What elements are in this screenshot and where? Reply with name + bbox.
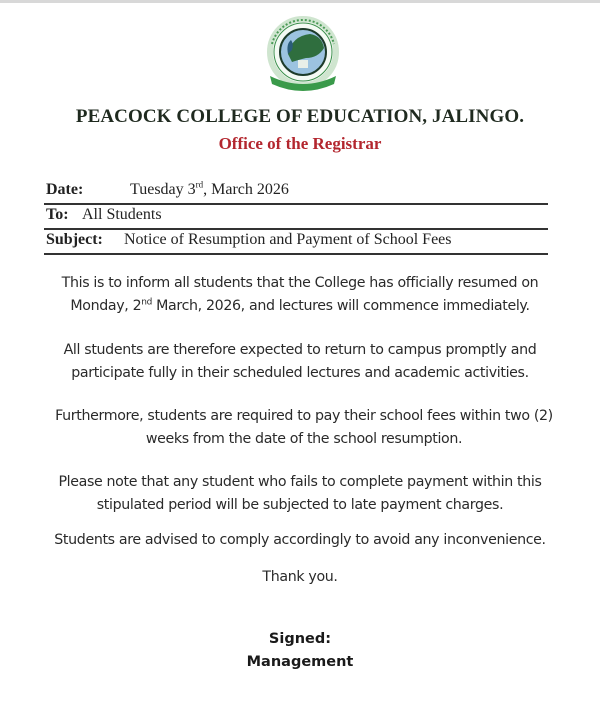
paragraph-advice: Students are advised to comply accordingly to avoid any inconvenience. [54, 532, 546, 548]
paragraph-late-charges: Please note that any student who fails to complete payment within this stipulated period will be subjected to late payment charges. [58, 474, 542, 513]
college-name-heading: PEACOCK COLLEGE OF EDUCATION, JALINGO. [75, 106, 525, 127]
to-value: All Students [82, 206, 162, 223]
subject-label: Subject: [46, 231, 103, 248]
signed-label: Signed: [268, 631, 332, 647]
paragraph-fee-payment: Furthermore, students are required to pay their school fees within two (2) weeks from the date of the school resumption. [55, 408, 553, 447]
college-crest-logo-icon [258, 14, 348, 94]
office-subheading: Office of the Registrar [218, 134, 382, 153]
closing-thanks: Thank you. [262, 569, 338, 585]
date-label: Date: [46, 181, 84, 198]
date-row [44, 181, 548, 205]
to-label: To: [46, 206, 69, 223]
recipient-row [44, 206, 548, 230]
subject-row [44, 231, 548, 255]
subject-value: Notice of Resumption and Payment of School Fees [124, 231, 452, 248]
top-border-strip [0, 0, 600, 3]
date-value: Tuesday 3rd, March 2026 [130, 179, 289, 198]
signatory-name: Management [246, 654, 354, 670]
paragraph-resumption: This is to inform all students that the College has officially resumed on Monday, 2nd March, 2026, and lectures will commence immediately. [61, 275, 539, 314]
paragraph-return-to-campus: All students are therefore expected to return to campus promptly and participate fully in their scheduled lectures and academic activities. [63, 342, 537, 381]
